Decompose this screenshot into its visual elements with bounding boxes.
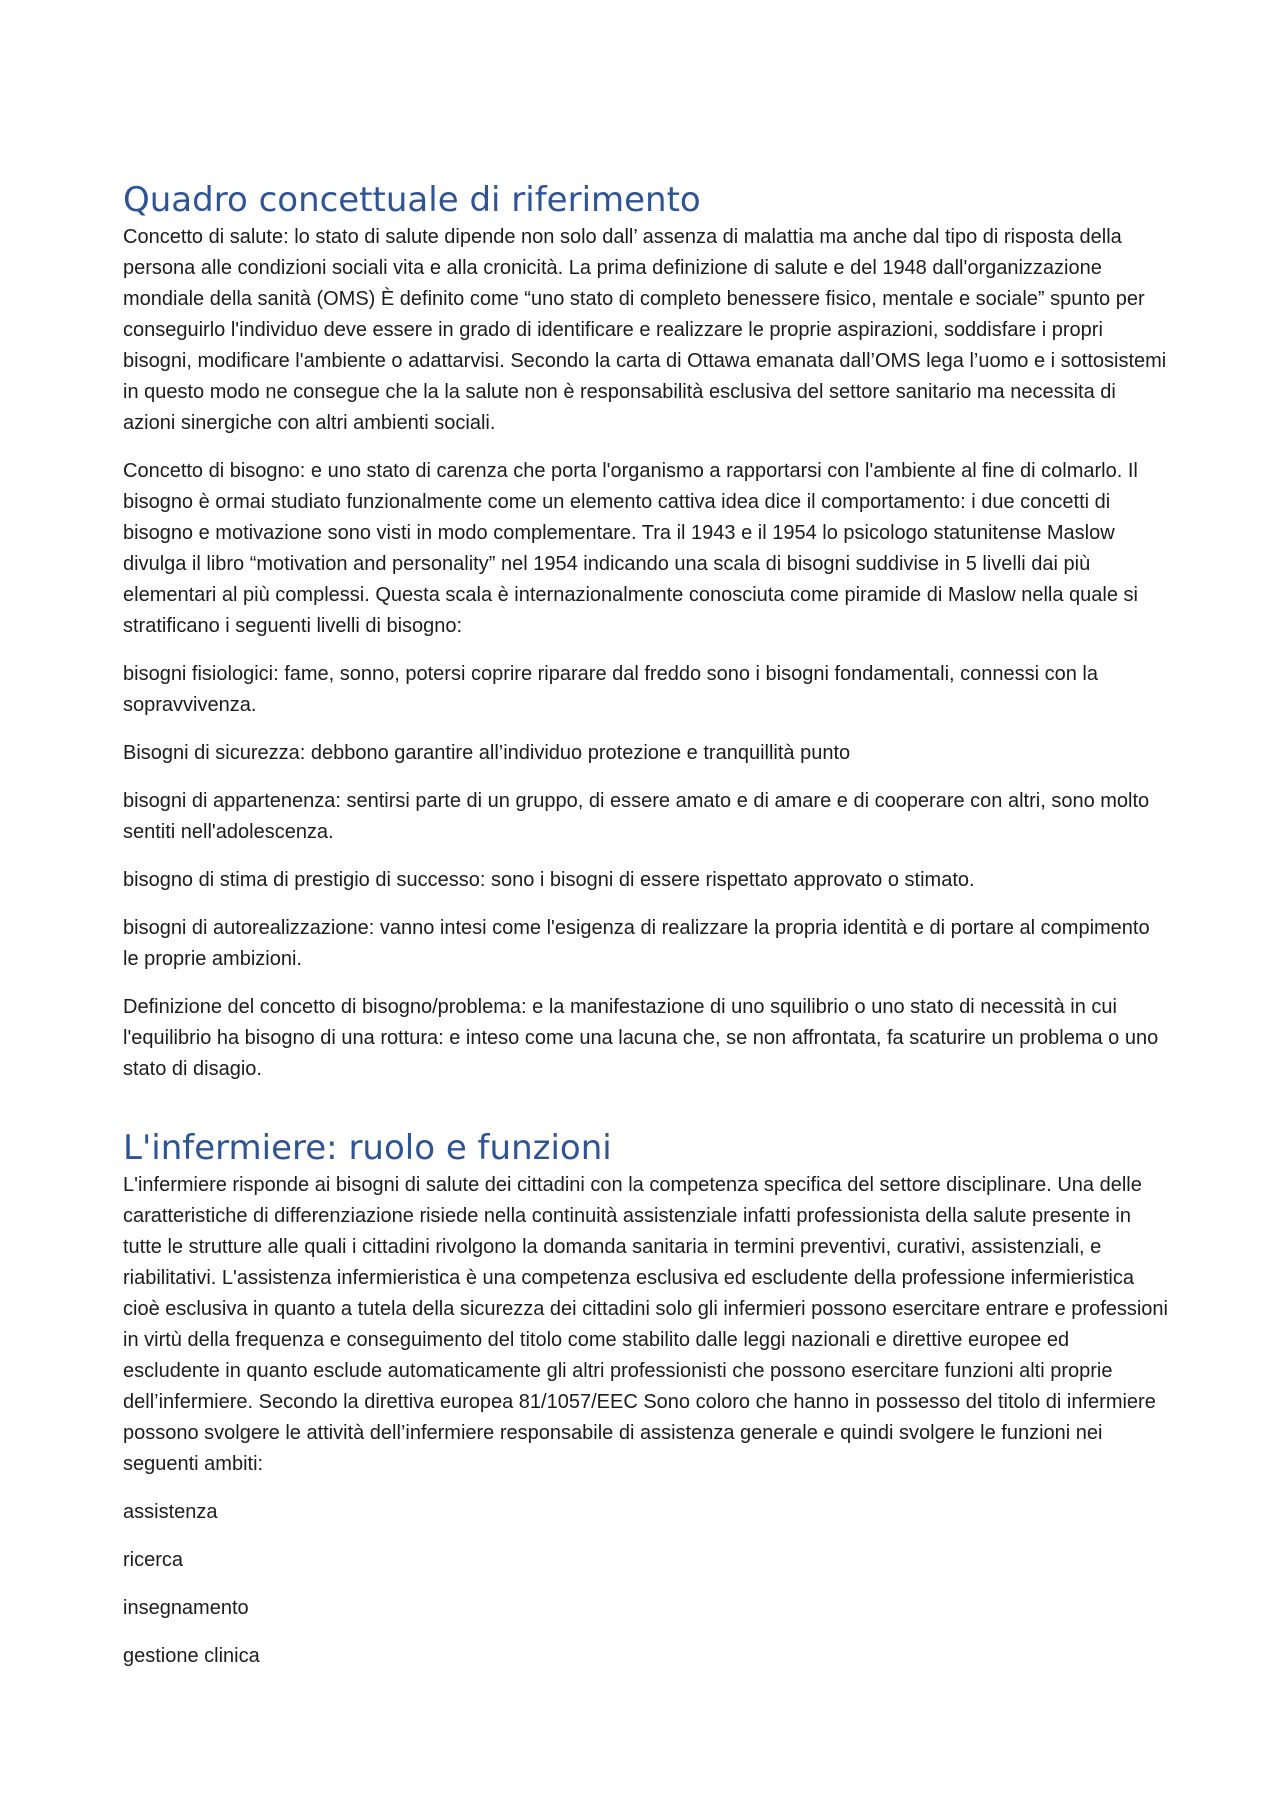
list-item-ambito: assistenza (123, 1501, 218, 1523)
paragraph-bisogno-stima: bisogno di stima di prestigio di successo: sono i bisogni di essere rispettato approvato o stimato. (123, 869, 975, 891)
paragraph-definizione-bisogno-problema: Definizione del concetto di bisogno/problema: e la manifestazione di uno squilibrio o uno stato di necessità in cui l'equilibrio ha bisogno di una rottura: e inteso come una lacuna che, se non affrontata, fa scaturire un problema o uno stato di disagio. (123, 996, 1159, 1080)
paragraph-concetto-bisogno: Concetto di bisogno: e uno stato di carenza che porta l'organismo a rapportarsi con l'ambiente al fine di colmarlo. Il bisogno è ormai studiato funzionalmente come un elemento cattiva idea dice il comportamento: i due concetti di bisogno e motivazione sono visti in modo complementare. Tra il 1943 e il 1954 lo psicologo statunitense Maslow divulga il libro “motivation and personality” nel 1954 indicando una scala di bisogni suddivise in 5 livelli dai più elementari al più complessi. Questa scala è internazionalmente conosciuta come piramide di Maslow nella quale si stratificano i seguenti livelli di bisogno: (123, 460, 1138, 637)
paragraph-concetto-salute: Concetto di salute: lo stato di salute dipende non solo dall’ assenza di malattia ma anche dal tipo di risposta della persona alle condizioni sociali vita e alla cronicità. La prima definizione di salute e del 1948 dall'organizzazione mondiale della sanità (OMS) È definito come “uno stato di completo benessere fisico, mentale e sociale” spunto per conseguirlo l'individuo deve essere in grado di identificare e realizzare le proprie aspirazioni, soddisfare i propri bisogni, modificare l'ambiente o adattarvisi. Secondo la carta di Ottawa emanata dall’OMS lega l’uomo e i sottosistemi in questo modo ne consegue che la la salute non è responsabilità esclusiva del settore sanitario ma necessita di azioni sinergiche con altri ambienti sociali. (123, 226, 1167, 434)
section-spacer (123, 1102, 1169, 1126)
paragraph-bisogni-appartenenza: bisogni di appartenenza: sentirsi parte di un gruppo, di essere amato e di amare e di cooperare con altri, sono molto sentiti nell'adolescenza. (123, 790, 1150, 843)
paragraph-bisogni-sicurezza: Bisogni di sicurezza: debbono garantire all’individuo protezione e tranquillità punto (123, 742, 851, 764)
document-page (123, 178, 1169, 1689)
paragraph-bisogni-autorealizzazione: bisogni di autorealizzazione: vanno intesi come l'esigenza di realizzare la propria identità e di portare al compimento le proprie ambizioni. (123, 917, 1150, 970)
section-heading-infermiere: L'infermiere: ruolo e funzioni (123, 1128, 612, 1168)
paragraph-infermiere-ruolo: L'infermiere risponde ai bisogni di salute dei cittadini con la competenza specifica del settore disciplinare. Una delle caratteristiche di differenziazione risiede nella continuità assistenziale infatti professionista della salute presente in tutte le strutture alle quali i cittadini rivolgono la domanda sanitaria in termini preventivi, curativi, assistenziali, e riabilitativi. L'assistenza infermieristica è una competenza esclusiva ed escludente della professione infermieristica cioè esclusiva in quanto a tutela della sicurezza dei cittadini solo gli infermieri possono esercitare entrare e professioni in virtù della frequenza e conseguimento del titolo come stabilito dalle leggi nazionali e direttive europee ed escludente in quanto esclude automaticamente gli altri professionisti che possono esercitare funzioni alti proprie dell’infermiere. Secondo la direttiva europea 81/1057/EEC Sono coloro che hanno in possesso del titolo di infermiere possono svolgere le attività dell’infermiere responsabile di assistenza generale e quindi svolgere le funzioni nei seguenti ambiti: (123, 1174, 1168, 1475)
section-heading-quadro: Quadro concettuale di riferimento (123, 180, 701, 220)
list-item-ambito: ricerca (123, 1549, 184, 1571)
list-item-ambito: insegnamento (123, 1597, 249, 1619)
list-item-ambito: gestione clinica (123, 1645, 260, 1667)
paragraph-bisogni-fisiologici: bisogni fisiologici: fame, sonno, potersi coprire riparare dal freddo sono i bisogni fondamentali, connessi con la sopravvivenza. (123, 663, 1098, 716)
